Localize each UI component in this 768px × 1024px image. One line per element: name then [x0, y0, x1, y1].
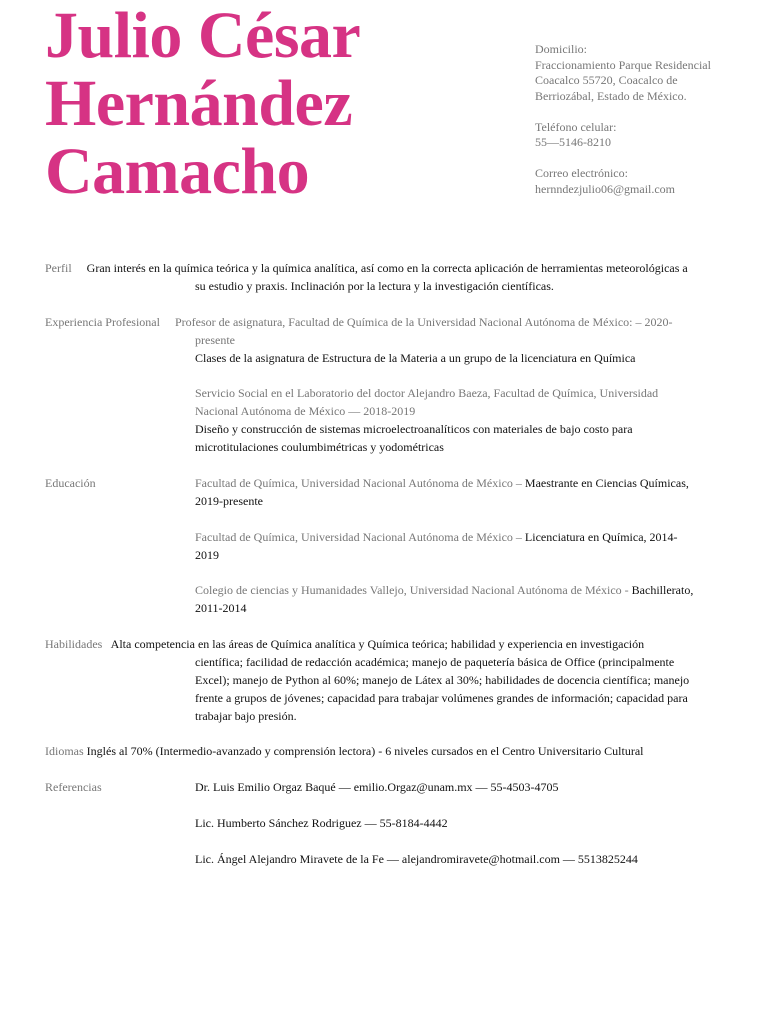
habilidades-section: [45, 635, 735, 653]
ed3-dates: 2011-2014: [195, 601, 247, 615]
referencias-label: Referencias: [45, 780, 102, 794]
job2-description-line-1: Diseño y construcción de sistemas microelectroanalíticos con materiales de bajo costo para: [195, 422, 633, 436]
reference-1: Dr. Luis Emilio Orgaz Baqué — emilio.Orgaz@unam.mx — 55-4503-4705: [195, 780, 559, 794]
email-label: Correo electrónico:: [535, 166, 628, 180]
address-line-1: Fraccionamiento Parque Residencial: [535, 57, 711, 72]
contact-block: [535, 42, 760, 213]
educacion-label: Educación: [45, 476, 96, 490]
address-line-2: Coacalco 55720, Coacalco de: [535, 73, 678, 87]
ed1-dates: 2019-presente: [195, 494, 263, 508]
name-line-2: Hernández: [45, 67, 353, 140]
job1-description: Clases de la asignatura de Estructura de la Materia a un grupo de la licenciatura en Química: [195, 351, 636, 365]
education-entry-3: [195, 581, 740, 599]
habilidades-line-5: trabajar bajo presión.: [195, 709, 297, 723]
perfil-text-line-2: su estudio y praxis. Inclinación por la lectura y la investigación científicas.: [195, 279, 554, 293]
candidate-name: [45, 2, 505, 206]
perfil-text-line-1: Gran interés en la química teórica y la química analítica, así como en la correcta aplicación de herramientas meteorológicas a: [86, 261, 688, 275]
perfil-section: [45, 259, 735, 277]
experiencia-section: [45, 313, 735, 331]
habilidades-label: Habilidades: [45, 637, 103, 651]
ed3-degree: Bachillerato,: [631, 583, 694, 597]
education-entry-1: [195, 474, 735, 492]
job2-title-line-2: Nacional Autónoma de México — 2018-2019: [195, 404, 416, 418]
ed2-degree: Licenciatura en Química, 2014-: [524, 530, 678, 544]
name-line-1: Julio César: [45, 0, 361, 72]
idiomas-section: [45, 742, 735, 760]
job1-title: Profesor de asignatura, Facultad de Química de la Universidad Nacional Autónoma de México: – 2020-: [174, 315, 673, 329]
experiencia-label: Experiencia Profesional: [45, 315, 160, 329]
phone-label: Teléfono celular:: [535, 119, 617, 134]
address-label: Domicilio:: [535, 42, 587, 56]
phone-number: 55—5146-8210: [535, 135, 611, 149]
habilidades-line-1: Alta competencia en las áreas de Química analítica y Química teórica; habilidad y experiencia en investigación: [110, 637, 645, 651]
reference-2: Lic. Humberto Sánchez Rodriguez — 55-8184-4442: [195, 816, 448, 830]
habilidades-line-4: frente a grupos de jóvenes; capacidad para trabajar volúmenes grandes de información; capacidad para: [195, 691, 688, 705]
address-line-3: Berriozábal, Estado de México.: [535, 88, 687, 103]
job2-description-line-2: microtitulaciones coulumbimétricas y yodométricas: [195, 440, 444, 454]
address-block: [535, 42, 760, 104]
habilidades-line-3: Excel); manejo de Python al 60%; manejo de Látex al 30%; habilidades de docencia científica; manejo: [195, 673, 690, 687]
job2-title-line-1: Servicio Social en el Laboratorio del doctor Alejandro Baeza, Facultad de Química, Universidad: [195, 386, 659, 400]
phone-block: [535, 120, 760, 151]
perfil-label: Perfil: [45, 261, 72, 275]
name-line-3: Camacho: [45, 135, 310, 208]
ed1-institution: Facultad de Química, Universidad Nacional Autónoma de México –: [195, 476, 525, 490]
reference-3: Lic. Ángel Alejandro Miravete de la Fe — alejandromiravete@hotmail.com — 5513825244: [195, 852, 638, 866]
email-block: [535, 166, 760, 197]
ed3-institution: Colegio de ciencias y Humanidades Vallejo, Universidad Nacional Autónoma de México -: [195, 583, 632, 597]
ed2-institution: Facultad de Química, Universidad Nacional Autónoma de México –: [195, 530, 525, 544]
ed2-dates: 2019: [195, 548, 219, 562]
idiomas-text: Inglés al 70% (Intermedio-avanzado y comprensión lectora) - 6 niveles cursados en el Centro Universitario Cultural: [86, 744, 644, 758]
education-entry-2: [195, 528, 735, 546]
email-address[interactable]: hernndezjulio06@gmail.com: [535, 181, 676, 196]
habilidades-line-2: científica; facilidad de redacción académica; manejo de paquetería básica de Office (principalmente: [195, 655, 675, 669]
idiomas-label: Idiomas: [45, 744, 84, 758]
ed1-degree: Maestrante en Ciencias Químicas,: [524, 476, 689, 490]
job1-title-line-2: presente: [195, 333, 235, 347]
